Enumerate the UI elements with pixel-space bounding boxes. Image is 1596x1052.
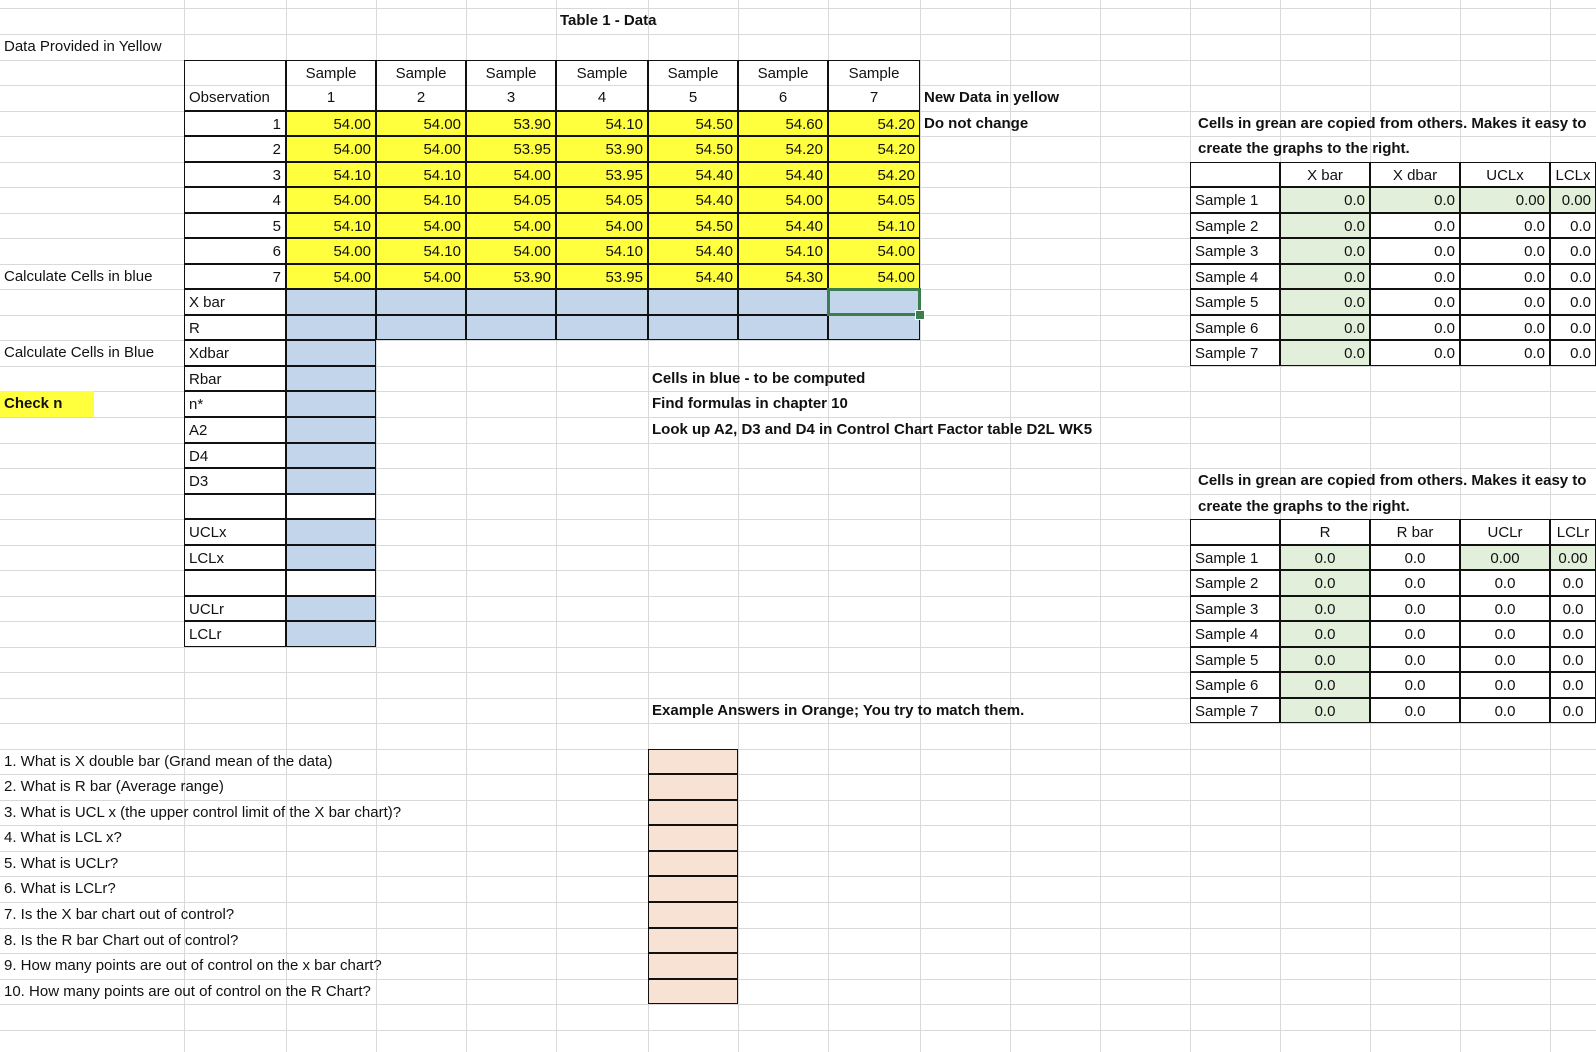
data-cell[interactable]: 54.40 xyxy=(738,162,828,187)
r_table-value[interactable]: 0.0 xyxy=(1370,647,1460,672)
sample-number[interactable]: 3 xyxy=(466,85,556,111)
observation-header-blank[interactable] xyxy=(184,60,286,85)
green-note-top-2[interactable]: create the graphs to the right. xyxy=(1198,140,1410,157)
calculate-blue-note[interactable]: Calculate Cells in blue xyxy=(4,268,153,285)
data-cell[interactable]: 53.95 xyxy=(556,264,648,289)
xbar-input-cell[interactable] xyxy=(648,289,738,315)
formulas-note[interactable]: Find formulas in chapter 10 xyxy=(652,395,848,412)
data-cell[interactable]: 54.00 xyxy=(376,213,466,238)
sample-header[interactable]: Sample xyxy=(556,60,648,85)
data-cell[interactable]: 54.00 xyxy=(828,238,920,264)
data-cell[interactable]: 54.40 xyxy=(648,264,738,289)
r_table-row-label[interactable]: Sample 1 xyxy=(1190,545,1280,570)
data-cell[interactable]: 54.00 xyxy=(376,264,466,289)
xbar_table-header[interactable]: X bar xyxy=(1280,162,1370,187)
data-cell[interactable]: 54.00 xyxy=(738,187,828,213)
sample-number[interactable]: 5 xyxy=(648,85,738,111)
xbar_table-row-label[interactable]: Sample 6 xyxy=(1190,315,1280,340)
xbar_table-value[interactable]: 0.0 xyxy=(1370,340,1460,366)
sample-number[interactable]: 7 xyxy=(828,85,920,111)
xbar_table-value[interactable]: 0.0 xyxy=(1460,238,1550,264)
answer-cell[interactable] xyxy=(648,902,738,928)
r-input-cell[interactable] xyxy=(286,315,376,340)
data-cell[interactable]: 54.10 xyxy=(286,213,376,238)
calc-input-cell[interactable] xyxy=(286,366,376,391)
r_table-row-label[interactable]: Sample 7 xyxy=(1190,698,1280,723)
calc-label[interactable]: Xdbar xyxy=(184,340,286,366)
r_table-value[interactable]: 0.0 xyxy=(1460,672,1550,698)
data-cell[interactable]: 54.00 xyxy=(286,111,376,136)
r_table-value[interactable]: 0.0 xyxy=(1550,647,1596,672)
r_table-value[interactable]: 0.0 xyxy=(1550,570,1596,596)
data-cell[interactable]: 53.90 xyxy=(466,264,556,289)
question-text[interactable]: 3. What is UCL x (the upper control limit of the X bar chart)? xyxy=(4,804,402,821)
calc-input-cell[interactable] xyxy=(286,570,376,596)
calc-label[interactable]: D3 xyxy=(184,468,286,494)
xbar_table-value[interactable]: 0.0 xyxy=(1370,213,1460,238)
xbar_table-value[interactable]: 0.0 xyxy=(1550,315,1596,340)
question-text[interactable]: 7. Is the X bar chart out of control? xyxy=(4,906,235,923)
data-cell[interactable]: 54.60 xyxy=(738,111,828,136)
r_table-value[interactable]: 0.0 xyxy=(1280,545,1370,570)
xbar_table-header[interactable]: UCLx xyxy=(1460,162,1550,187)
answer-cell[interactable] xyxy=(648,953,738,979)
data-cell[interactable]: 54.40 xyxy=(738,213,828,238)
calc-input-cell[interactable] xyxy=(286,545,376,570)
r_table-value[interactable]: 0.0 xyxy=(1280,596,1370,621)
xbar_table-value[interactable]: 0.0 xyxy=(1370,187,1460,213)
xbar_table-value[interactable]: 0.00 xyxy=(1460,187,1550,213)
green-note-top-1[interactable]: Cells in grean are copied from others. Makes it easy to xyxy=(1198,115,1587,132)
data-cell[interactable]: 54.00 xyxy=(286,238,376,264)
data-cell[interactable]: 53.90 xyxy=(466,111,556,136)
xbar_table-value[interactable]: 0.0 xyxy=(1460,264,1550,289)
answer-cell[interactable] xyxy=(648,979,738,1004)
r_table-row-label[interactable]: Sample 2 xyxy=(1190,570,1280,596)
xbar_table-header[interactable]: X dbar xyxy=(1370,162,1460,187)
data-cell[interactable]: 54.00 xyxy=(556,213,648,238)
xbar_table-value[interactable]: 0.0 xyxy=(1370,289,1460,315)
observation-number[interactable]: 3 xyxy=(184,162,286,187)
xbar_table-value[interactable]: 0.0 xyxy=(1280,187,1370,213)
data-cell[interactable]: 54.40 xyxy=(648,238,738,264)
answer-cell[interactable] xyxy=(648,774,738,800)
r_table-value[interactable]: 0.0 xyxy=(1460,596,1550,621)
xbar_table-row-label[interactable]: Sample 1 xyxy=(1190,187,1280,213)
observation-number[interactable]: 7 xyxy=(184,264,286,289)
calc-input-cell[interactable] xyxy=(286,596,376,621)
r-input-cell[interactable] xyxy=(738,315,828,340)
data-cell[interactable]: 54.10 xyxy=(738,238,828,264)
calc-label[interactable]: UCLr xyxy=(184,596,286,621)
r_table-value[interactable]: 0.0 xyxy=(1370,545,1460,570)
data-cell[interactable]: 54.00 xyxy=(286,187,376,213)
data-cell[interactable]: 54.00 xyxy=(286,264,376,289)
data-cell[interactable]: 54.00 xyxy=(376,111,466,136)
xbar_table-value[interactable]: 0.00 xyxy=(1550,187,1596,213)
xbar_table-value[interactable]: 0.0 xyxy=(1280,238,1370,264)
xbar-input-cell[interactable] xyxy=(466,289,556,315)
new-data-note[interactable]: New Data in yellow xyxy=(924,89,1060,106)
xbar_table-value[interactable]: 0.0 xyxy=(1550,289,1596,315)
data-cell[interactable]: 54.10 xyxy=(556,238,648,264)
xbar_table-value[interactable]: 0.0 xyxy=(1370,264,1460,289)
calc-label[interactable]: D4 xyxy=(184,443,286,468)
green-note-bottom-2[interactable]: create the graphs to the right. xyxy=(1198,498,1410,515)
data-cell[interactable]: 54.10 xyxy=(376,238,466,264)
r_table-header[interactable]: LCLr xyxy=(1550,519,1596,545)
sample-number[interactable]: 4 xyxy=(556,85,648,111)
xbar_table-value[interactable]: 0.0 xyxy=(1280,315,1370,340)
calc-input-cell[interactable] xyxy=(286,494,376,519)
xbar_table-value[interactable]: 0.0 xyxy=(1550,213,1596,238)
sheet-title[interactable]: Table 1 - Data xyxy=(560,12,657,29)
data-cell[interactable]: 54.00 xyxy=(466,162,556,187)
data-cell[interactable]: 54.05 xyxy=(556,187,648,213)
calc-input-cell[interactable] xyxy=(286,340,376,366)
r-row-label[interactable]: R xyxy=(184,315,286,340)
xbar_table-value[interactable]: 0.0 xyxy=(1280,340,1370,366)
calc-label[interactable]: LCLx xyxy=(184,545,286,570)
r_table-value[interactable]: 0.0 xyxy=(1550,621,1596,647)
r_table-row-label[interactable]: Sample 3 xyxy=(1190,596,1280,621)
data-cell[interactable]: 54.00 xyxy=(466,238,556,264)
xbar_table-row-label[interactable]: Sample 3 xyxy=(1190,238,1280,264)
green-note-bottom-1[interactable]: Cells in grean are copied from others. Makes it easy to xyxy=(1198,472,1587,489)
xbar_table-value[interactable]: 0.0 xyxy=(1460,213,1550,238)
data-cell[interactable]: 54.00 xyxy=(286,136,376,162)
question-text[interactable]: 4. What is LCL x? xyxy=(4,829,122,846)
r-input-cell[interactable] xyxy=(828,315,920,340)
r_table-value[interactable]: 0.0 xyxy=(1370,672,1460,698)
xbar-input-cell[interactable] xyxy=(738,289,828,315)
calc-input-cell[interactable] xyxy=(286,417,376,443)
r_table-value[interactable]: 0.0 xyxy=(1370,621,1460,647)
calc-input-cell[interactable] xyxy=(286,621,376,647)
sample-header[interactable]: Sample xyxy=(828,60,920,85)
observation-number[interactable]: 4 xyxy=(184,187,286,213)
data-cell[interactable]: 54.00 xyxy=(376,136,466,162)
data-cell[interactable]: 54.40 xyxy=(648,187,738,213)
data-cell[interactable]: 54.20 xyxy=(828,136,920,162)
data-cell[interactable]: 54.00 xyxy=(828,264,920,289)
calc-label[interactable]: LCLr xyxy=(184,621,286,647)
r-input-cell[interactable] xyxy=(556,315,648,340)
xbar_table-value[interactable]: 0.0 xyxy=(1370,315,1460,340)
observation-number[interactable]: 6 xyxy=(184,238,286,264)
r_table-value[interactable]: 0.0 xyxy=(1460,698,1550,723)
fill-handle[interactable] xyxy=(915,310,925,320)
sample-header[interactable]: Sample xyxy=(466,60,556,85)
data-provided-note[interactable]: Data Provided in Yellow xyxy=(4,38,162,55)
data-cell[interactable]: 53.95 xyxy=(556,162,648,187)
r_table-value[interactable]: 0.0 xyxy=(1280,621,1370,647)
r_table-row-label[interactable]: Sample 6 xyxy=(1190,672,1280,698)
r_table-value[interactable]: 0.0 xyxy=(1370,596,1460,621)
calc-label[interactable]: Rbar xyxy=(184,366,286,391)
calc-label[interactable] xyxy=(184,570,286,596)
r_table-header[interactable]: R xyxy=(1280,519,1370,545)
r_table-value[interactable]: 0.00 xyxy=(1460,545,1550,570)
data-cell[interactable]: 54.20 xyxy=(738,136,828,162)
answer-cell[interactable] xyxy=(648,800,738,825)
question-text[interactable]: 5. What is UCLr? xyxy=(4,855,119,872)
data-cell[interactable]: 54.50 xyxy=(648,111,738,136)
answer-cell[interactable] xyxy=(648,876,738,902)
sample-header[interactable]: Sample xyxy=(738,60,828,85)
xbar_table-value[interactable]: 0.0 xyxy=(1460,315,1550,340)
data-cell[interactable]: 54.10 xyxy=(286,162,376,187)
data-cell[interactable]: 54.05 xyxy=(466,187,556,213)
lookup-note[interactable]: Look up A2, D3 and D4 in Control Chart Factor table D2L WK5 xyxy=(652,421,1093,438)
xbar_table-header[interactable]: LCLx xyxy=(1550,162,1596,187)
answer-cell[interactable] xyxy=(648,749,738,774)
answer-cell[interactable] xyxy=(648,851,738,876)
xbar-input-cell[interactable] xyxy=(556,289,648,315)
data-cell[interactable]: 54.00 xyxy=(466,213,556,238)
r_table-row-label[interactable]: Sample 4 xyxy=(1190,621,1280,647)
r_table-value[interactable]: 0.0 xyxy=(1370,570,1460,596)
question-text[interactable]: 9. How many points are out of control on the x bar chart? xyxy=(4,957,382,974)
calc-label[interactable]: UCLx xyxy=(184,519,286,545)
xbar_table-value[interactable]: 0.0 xyxy=(1550,264,1596,289)
sample-header[interactable]: Sample xyxy=(648,60,738,85)
r-input-cell[interactable] xyxy=(648,315,738,340)
calc-label[interactable]: A2 xyxy=(184,417,286,443)
sample-number[interactable]: 6 xyxy=(738,85,828,111)
xbar_table-value[interactable]: 0.0 xyxy=(1280,289,1370,315)
selected-cell[interactable] xyxy=(828,289,920,315)
data-cell[interactable]: 54.10 xyxy=(376,187,466,213)
calc-input-cell[interactable] xyxy=(286,391,376,417)
data-cell[interactable]: 54.05 xyxy=(828,187,920,213)
r_table-value[interactable]: 0.0 xyxy=(1280,570,1370,596)
xbar_table-row-label[interactable]: Sample 4 xyxy=(1190,264,1280,289)
r_table-row-label[interactable]: Sample 5 xyxy=(1190,647,1280,672)
xbar_table-value[interactable]: 0.0 xyxy=(1460,340,1550,366)
r_table-value[interactable]: 0.0 xyxy=(1460,570,1550,596)
data-cell[interactable]: 54.40 xyxy=(648,162,738,187)
example-answers-note[interactable]: Example Answers in Orange; You try to match them. xyxy=(652,702,1025,719)
data-cell[interactable]: 54.50 xyxy=(648,213,738,238)
check-n-label[interactable]: Check n xyxy=(0,391,94,417)
xbar_table-value[interactable]: 0.0 xyxy=(1280,213,1370,238)
data-cell[interactable]: 54.30 xyxy=(738,264,828,289)
xbar_table-value[interactable]: 0.0 xyxy=(1370,238,1460,264)
r_table-value[interactable]: 0.0 xyxy=(1550,672,1596,698)
question-text[interactable]: 1. What is X double bar (Grand mean of the data) xyxy=(4,753,333,770)
r_table-value[interactable]: 0.0 xyxy=(1460,621,1550,647)
calc-input-cell[interactable] xyxy=(286,443,376,468)
blue-cells-note[interactable]: Cells in blue - to be computed xyxy=(652,370,866,387)
sample-number[interactable]: 2 xyxy=(376,85,466,111)
xbar_table-row-label[interactable]: Sample 5 xyxy=(1190,289,1280,315)
xbar_table-value[interactable]: 0.0 xyxy=(1460,289,1550,315)
r_table-value[interactable]: 0.0 xyxy=(1280,698,1370,723)
answer-cell[interactable] xyxy=(648,928,738,953)
question-text[interactable]: 2. What is R bar (Average range) xyxy=(4,778,224,795)
calc-input-cell[interactable] xyxy=(286,468,376,494)
calculate-blue-note-2[interactable]: Calculate Cells in Blue xyxy=(4,344,155,361)
xbar-input-cell[interactable] xyxy=(376,289,466,315)
xbar-row-label[interactable]: X bar xyxy=(184,289,286,315)
question-text[interactable]: 10. How many points are out of control on the R Chart? xyxy=(4,983,371,1000)
r_table-value[interactable]: 0.0 xyxy=(1460,647,1550,672)
do-not-change-note[interactable]: Do not change xyxy=(924,115,1029,132)
data-cell[interactable]: 54.10 xyxy=(828,213,920,238)
xbar_table-value[interactable]: 0.0 xyxy=(1550,340,1596,366)
xbar_table-value[interactable]: 0.0 xyxy=(1280,264,1370,289)
xbar_table-value[interactable]: 0.0 xyxy=(1550,238,1596,264)
sample-number[interactable]: 1 xyxy=(286,85,376,111)
r_table-header[interactable]: R bar xyxy=(1370,519,1460,545)
answer-cell[interactable] xyxy=(648,825,738,851)
r-input-cell[interactable] xyxy=(466,315,556,340)
data-cell[interactable]: 54.20 xyxy=(828,162,920,187)
observation-header[interactable]: Observation xyxy=(184,85,286,111)
r_table-value[interactable]: 0.0 xyxy=(1550,596,1596,621)
r_table-header[interactable]: UCLr xyxy=(1460,519,1550,545)
r-input-cell[interactable] xyxy=(376,315,466,340)
xbar-input-cell[interactable] xyxy=(286,289,376,315)
observation-number[interactable]: 5 xyxy=(184,213,286,238)
r_table-value[interactable]: 0.0 xyxy=(1280,672,1370,698)
data-cell[interactable]: 54.10 xyxy=(556,111,648,136)
sample-header[interactable]: Sample xyxy=(376,60,466,85)
r_table-corner[interactable] xyxy=(1190,519,1280,545)
question-text[interactable]: 6. What is LCLr? xyxy=(4,880,116,897)
data-cell[interactable]: 54.20 xyxy=(828,111,920,136)
calc-label[interactable] xyxy=(184,494,286,519)
r_table-value[interactable]: 0.0 xyxy=(1370,698,1460,723)
observation-number[interactable]: 1 xyxy=(184,111,286,136)
xbar_table-corner[interactable] xyxy=(1190,162,1280,187)
xbar_table-row-label[interactable]: Sample 7 xyxy=(1190,340,1280,366)
observation-number[interactable]: 2 xyxy=(184,136,286,162)
calc-label[interactable]: n* xyxy=(184,391,286,417)
r_table-value[interactable]: 0.0 xyxy=(1550,698,1596,723)
r_table-value[interactable]: 0.00 xyxy=(1550,545,1596,570)
data-cell[interactable]: 54.10 xyxy=(376,162,466,187)
data-cell[interactable]: 53.90 xyxy=(556,136,648,162)
sample-header[interactable]: Sample xyxy=(286,60,376,85)
data-cell[interactable]: 53.95 xyxy=(466,136,556,162)
calc-input-cell[interactable] xyxy=(286,519,376,545)
question-text[interactable]: 8. Is the R bar Chart out of control? xyxy=(4,932,239,949)
data-cell[interactable]: 54.50 xyxy=(648,136,738,162)
r_table-value[interactable]: 0.0 xyxy=(1280,647,1370,672)
xbar_table-row-label[interactable]: Sample 2 xyxy=(1190,213,1280,238)
